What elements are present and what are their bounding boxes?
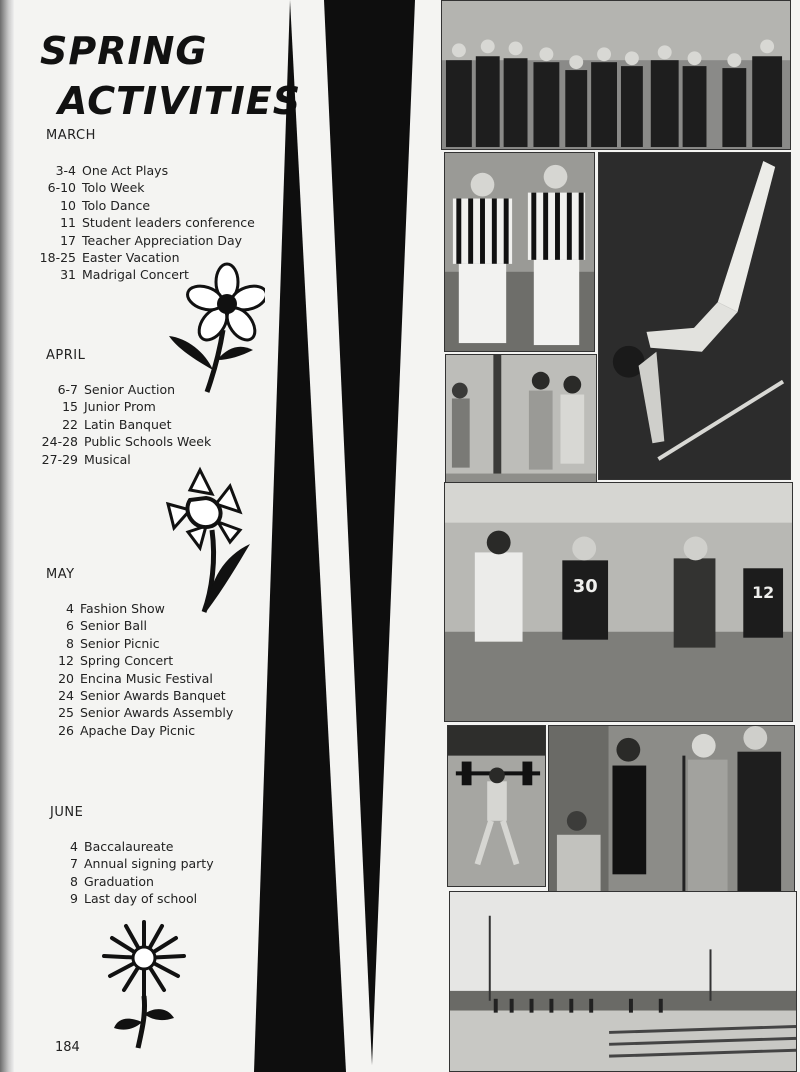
- event-name: Fashion Show: [80, 601, 165, 616]
- event-date: 20: [58, 670, 74, 686]
- page-number: 184: [55, 1040, 80, 1055]
- event-name: Latin Banquet: [84, 416, 172, 432]
- event-date: 12: [58, 653, 74, 669]
- event-list-june: [2, 838, 272, 908]
- event-date: 8: [70, 873, 78, 889]
- title-line-1: SPRING: [40, 29, 208, 73]
- event-item: [0, 162, 270, 179]
- event-date: 6-7: [57, 382, 78, 397]
- choir-photo: [441, 0, 791, 150]
- month-heading-may: MAY: [46, 567, 75, 582]
- event-name: One Act Plays: [82, 163, 169, 178]
- event-date: 7: [70, 856, 78, 872]
- daffodil-illustration-icon: [160, 460, 255, 620]
- event-name: Apache Day Picnic: [80, 722, 196, 738]
- event-item: [2, 855, 272, 872]
- event-name: Senior Awards Banquet: [80, 687, 226, 703]
- event-item: [0, 704, 268, 721]
- event-name: Easter Vacation: [82, 249, 180, 265]
- event-name: Madrigal Concert: [82, 267, 189, 283]
- event-date: 25: [58, 705, 74, 721]
- month-heading-march: MARCH: [46, 128, 96, 143]
- event-name: Graduation: [84, 873, 154, 889]
- decorative-spike-graphic: [250, 0, 450, 1072]
- event-name: Teacher Appreciation Day: [82, 232, 243, 248]
- event-date: 18-25: [39, 249, 76, 265]
- event-item: [0, 232, 270, 249]
- event-name: Annual signing party: [84, 856, 214, 872]
- referees-photo: [444, 152, 595, 352]
- event-date: 11: [60, 215, 76, 231]
- event-item: [0, 197, 270, 214]
- event-item: [2, 398, 272, 415]
- event-name: Senior Picnic: [80, 635, 160, 651]
- title-line-2: ACTIVITIES: [58, 79, 302, 123]
- event-name: Senior Ball: [80, 618, 147, 634]
- page-title: [40, 26, 302, 126]
- event-date: 10: [60, 197, 76, 213]
- gymnast-photo: [598, 152, 791, 480]
- event-date: 4: [66, 601, 74, 616]
- event-date: 3-4: [55, 163, 76, 178]
- event-item: [2, 838, 272, 855]
- event-item: [0, 179, 270, 196]
- event-name: Spring Concert: [80, 653, 174, 669]
- event-name: Public Schools Week: [84, 434, 212, 450]
- event-list-may: [0, 600, 268, 739]
- event-name: Tolo Dance: [82, 197, 151, 213]
- event-date: 17: [60, 232, 76, 248]
- event-item: [0, 635, 268, 652]
- event-date: 24: [58, 687, 74, 703]
- event-name: Junior Prom: [84, 399, 156, 415]
- event-name: Baccalaureate: [84, 839, 174, 854]
- event-item: [0, 670, 268, 687]
- event-item: [2, 416, 272, 433]
- month-heading-april: APRIL: [46, 348, 86, 363]
- month-heading-june: JUNE: [50, 805, 84, 820]
- event-date: 27-29: [41, 451, 78, 467]
- jersey-number-30: 30: [572, 576, 598, 598]
- event-date: 26: [58, 722, 74, 738]
- event-name: Tolo Week: [82, 180, 145, 196]
- event-date: 24-28: [41, 434, 78, 450]
- event-date: 8: [66, 635, 74, 651]
- athletic-field-photo: [449, 891, 797, 1072]
- weightlifting-photo: [447, 725, 546, 887]
- event-item: [0, 652, 268, 669]
- event-date: 22: [62, 416, 78, 432]
- event-date: 4: [70, 839, 78, 854]
- event-item: [0, 722, 268, 739]
- event-item: [0, 687, 268, 704]
- event-name: Student leaders conference: [82, 215, 255, 231]
- event-name: Musical: [84, 451, 131, 467]
- event-item: [2, 890, 272, 907]
- jersey-number-12: 12: [752, 583, 775, 603]
- daisy-illustration-icon: [98, 918, 190, 1053]
- event-name: Senior Auction: [84, 382, 176, 397]
- event-date: 9: [70, 891, 78, 907]
- event-date: 31: [60, 267, 76, 283]
- event-name: Last day of school: [84, 891, 198, 907]
- event-name: Encina Music Festival: [80, 670, 213, 686]
- event-date: 6: [66, 618, 74, 634]
- football-game-photo: [444, 482, 793, 722]
- event-date: 15: [62, 399, 78, 415]
- page-binding: [0, 0, 14, 1072]
- event-item: [2, 433, 272, 450]
- event-name: Senior Awards Assembly: [80, 705, 234, 721]
- event-item: [0, 214, 270, 231]
- event-item: [2, 873, 272, 890]
- event-date: 6-10: [47, 180, 76, 196]
- stage-skit-photo: [548, 725, 795, 903]
